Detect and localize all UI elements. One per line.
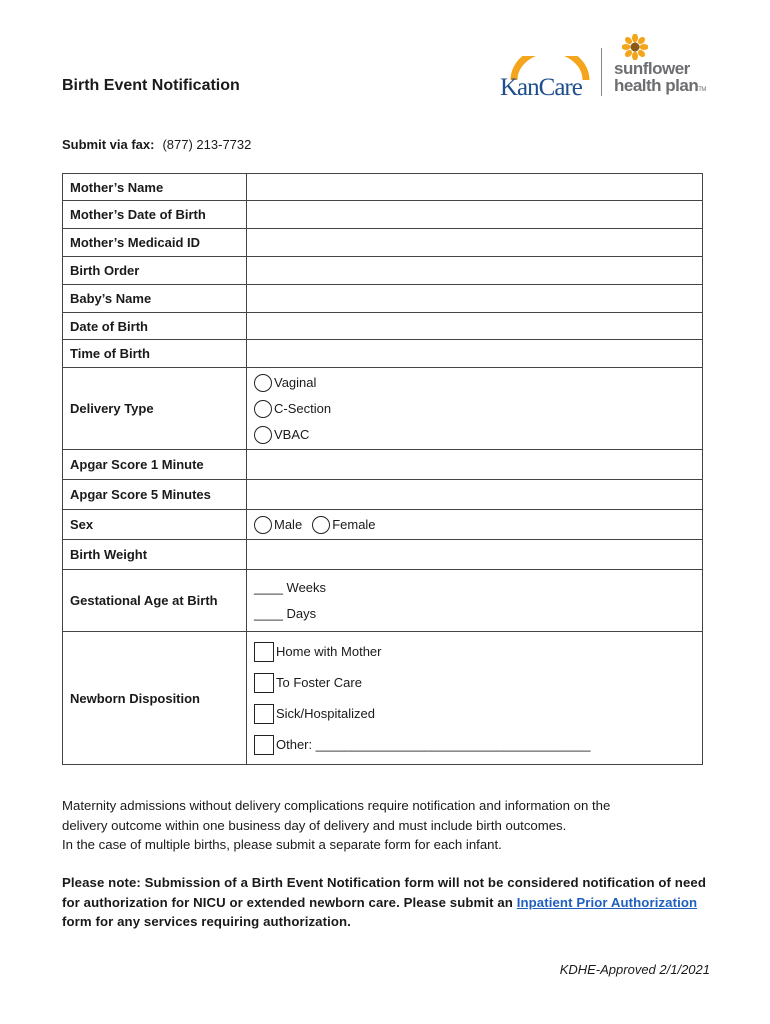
option-label: Other: ______________________________________ [276,737,591,752]
row-birth-weight [63,540,703,570]
sunflower-line2: health plan [614,76,699,95]
mothers-medicaid-id-field[interactable] [247,229,703,257]
fax-label: Submit via fax: [62,137,155,152]
inpatient-prior-authorization-link[interactable]: Inpatient Prior Authorization [516,894,698,910]
option-label: Vaginal [274,375,317,390]
birth-weight-field[interactable] [247,540,703,570]
newborn-disposition-options [247,632,703,765]
paragraph-line: In the case of multiple births, please submit a separate form for each infant. [62,837,502,852]
logo-divider [601,48,602,96]
gestational-age-label: Gestational Age at Birth [63,570,247,632]
option-label: Male [274,517,303,532]
date-of-birth-field[interactable] [247,313,703,340]
newborn-disposition-label: Newborn Disposition [63,632,247,765]
sex-option-female[interactable] [312,512,375,538]
sunflower-logo-text [614,60,706,99]
kancare-logo [500,56,592,102]
time-of-birth-label: Time of Birth [63,340,247,368]
checkbox-other[interactable] [254,735,274,755]
apgar-1-label: Apgar Score 1 Minute [63,450,247,480]
option-label: To Foster Care [276,675,362,690]
time-of-birth-field[interactable] [247,340,703,368]
row-babys-name [63,285,703,313]
checkbox-home[interactable] [254,642,274,662]
sex-option-male[interactable] [254,512,302,538]
option-label: Female [332,517,376,532]
sex-label: Sex [63,510,247,540]
date-of-birth-label: Date of Birth [63,313,247,340]
delivery-option-c-section[interactable] [254,396,695,422]
babys-name-label: Baby’s Name [63,285,247,313]
option-label: VBAC [274,427,310,442]
birth-weight-label: Birth Weight [63,540,247,570]
delivery-option-vaginal[interactable] [254,370,695,396]
kancare-logo-text: KanCare [500,74,582,101]
apgar-5-label: Apgar Score 5 Minutes [63,480,247,510]
approval-footer: KDHE-Approved 2/1/2021 [559,962,710,977]
maternity-paragraph [62,796,712,855]
option-label: C-Section [274,401,332,416]
row-mothers-dob [63,201,703,229]
delivery-type-options [247,368,703,450]
apgar-5-field[interactable] [247,480,703,510]
row-birth-order [63,257,703,285]
sex-options [247,510,703,540]
row-mothers-name [63,174,703,201]
radio-female[interactable] [312,516,330,534]
sunflower-line1: sunflower [614,59,690,78]
birth-order-field[interactable] [247,257,703,285]
gestational-weeks[interactable]: ____ Weeks [254,580,327,595]
babys-name-field[interactable] [247,285,703,313]
row-delivery-type [63,368,703,450]
paragraph-line: delivery outcome within one business day of delivery and must include birth outcomes. [62,817,567,833]
option-label: Home with Mother [276,644,382,659]
row-sex [63,510,703,540]
delivery-type-label: Delivery Type [63,368,247,450]
disposition-foster[interactable] [254,667,695,698]
row-gestational-age [63,570,703,632]
trademark: TM [698,87,706,93]
fax-line [62,137,251,152]
radio-c-section[interactable] [254,400,272,418]
checkbox-foster[interactable] [254,673,274,693]
row-mothers-medicaid-id [63,229,703,257]
fax-number: (877) 213-7732 [162,137,252,152]
option-label: Sick/Hospitalized [276,706,375,721]
apgar-1-field[interactable] [247,450,703,480]
radio-vbac[interactable] [254,426,272,444]
row-time-of-birth [63,340,703,368]
row-date-of-birth [63,313,703,340]
birth-event-form [62,173,703,765]
delivery-option-vbac[interactable] [254,422,695,448]
row-apgar-5 [63,480,703,510]
mothers-name-field[interactable] [247,174,703,201]
row-newborn-disposition [63,632,703,765]
checkbox-sick[interactable] [254,704,274,724]
paragraph-line: Maternity admissions without delivery complications require notification and information on the [62,798,611,813]
radio-vaginal[interactable] [254,374,272,392]
disposition-sick[interactable] [254,698,695,729]
note-text: Please note: Submission of a Birth Event Notification form will not be considered notification of need for authorization for NICU or extended newborn care. Please submit an [62,875,706,910]
page-title: Birth Event Notification [62,77,240,94]
birth-order-label: Birth Order [63,257,247,285]
mothers-dob-label: Mother’s Date of Birth [63,201,247,229]
mothers-dob-field[interactable] [247,201,703,229]
sunflower-logo [614,34,724,104]
note-text-end: form for any services requiring authorization. [62,914,351,929]
disposition-home[interactable] [254,636,695,667]
sunflower-icon [622,34,648,60]
gestational-days[interactable]: ____ Days [254,606,317,621]
disposition-other[interactable] [254,729,695,760]
mothers-name-label: Mother’s Name [63,174,247,201]
mothers-medicaid-id-label: Mother’s Medicaid ID [63,229,247,257]
row-apgar-1 [63,450,703,480]
radio-male[interactable] [254,516,272,534]
please-note [62,873,712,932]
gestational-age-fields [247,570,703,632]
